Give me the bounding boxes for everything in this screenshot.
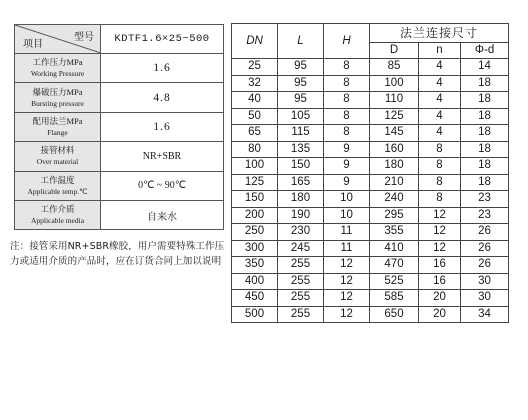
dims-table-container — [231, 23, 509, 323]
table-row — [232, 240, 509, 257]
spec-label-en: Applicable temp.℃ — [27, 186, 88, 196]
cell-l: 165 — [278, 174, 324, 191]
cell-n: 12 — [419, 207, 461, 224]
cell-dn: 200 — [232, 207, 278, 224]
cell-h: 12 — [324, 273, 370, 290]
cell-l: 255 — [278, 257, 324, 274]
cell-h: 9 — [324, 158, 370, 175]
cell-phi-d: 26 — [461, 257, 509, 274]
spec-row — [15, 200, 224, 229]
cell-l: 135 — [278, 141, 324, 158]
table-row — [232, 290, 509, 307]
spec-label-en: Bursting pressure — [31, 98, 84, 108]
cell-h: 8 — [324, 125, 370, 142]
spec-label-en: Flange — [47, 127, 68, 137]
cell-d: 180 — [370, 158, 419, 175]
spec-row — [15, 54, 224, 83]
cell-dn: 40 — [232, 92, 278, 109]
cell-n: 8 — [419, 158, 461, 175]
cell-dn: 500 — [232, 306, 278, 323]
cell-h: 8 — [324, 75, 370, 92]
cell-h: 10 — [324, 207, 370, 224]
cell-d: 410 — [370, 240, 419, 257]
cell-dn: 250 — [232, 224, 278, 241]
spec-row — [15, 83, 224, 112]
cell-h: 11 — [324, 240, 370, 257]
header-l: L — [278, 24, 324, 59]
cell-dn: 65 — [232, 125, 278, 142]
cell-dn: 25 — [232, 59, 278, 76]
spec-label-en: Working Pressure — [30, 69, 85, 79]
cell-h: 12 — [324, 306, 370, 323]
cell-h: 10 — [324, 191, 370, 208]
spec-row — [15, 112, 224, 141]
header-n: n — [419, 43, 461, 59]
cell-dn: 150 — [232, 191, 278, 208]
cell-l: 115 — [278, 125, 324, 142]
cell-dn: 450 — [232, 290, 278, 307]
spec-value: 1.6 — [101, 112, 224, 141]
cell-dn: 125 — [232, 174, 278, 191]
cell-phi-d: 18 — [461, 75, 509, 92]
cell-phi-d: 18 — [461, 141, 509, 158]
spec-row — [15, 142, 224, 171]
model-value: KDTF1.6×25~500 — [101, 25, 224, 54]
table-row — [232, 108, 509, 125]
cell-l: 150 — [278, 158, 324, 175]
table-row — [232, 273, 509, 290]
spec-label-en: Applicable media — [30, 216, 85, 226]
cell-n: 8 — [419, 174, 461, 191]
cell-d: 585 — [370, 290, 419, 307]
spec-value: 自来水 — [101, 200, 224, 229]
header-phi-d: Φ-d — [461, 43, 509, 59]
cell-n: 20 — [419, 290, 461, 307]
cell-dn: 300 — [232, 240, 278, 257]
cell-d: 85 — [370, 59, 419, 76]
cell-n: 12 — [419, 240, 461, 257]
spec-label-cell — [15, 171, 101, 200]
cell-l: 230 — [278, 224, 324, 241]
table-row — [232, 75, 509, 92]
cell-l: 255 — [278, 290, 324, 307]
table-row — [232, 174, 509, 191]
spec-value: 1.6 — [101, 54, 224, 83]
cell-d: 295 — [370, 207, 419, 224]
spec-value: 0℃ ~ 90℃ — [101, 171, 224, 200]
cell-d: 210 — [370, 174, 419, 191]
cell-l: 245 — [278, 240, 324, 257]
cell-phi-d: 23 — [461, 191, 509, 208]
model-label: 型号 — [74, 32, 94, 43]
cell-l: 95 — [278, 92, 324, 109]
cell-l: 255 — [278, 273, 324, 290]
cell-l: 95 — [278, 59, 324, 76]
cell-d: 100 — [370, 75, 419, 92]
cell-h: 8 — [324, 108, 370, 125]
cell-phi-d: 14 — [461, 59, 509, 76]
table-row — [232, 257, 509, 274]
cell-n: 4 — [419, 75, 461, 92]
cell-l: 255 — [278, 306, 324, 323]
spec-value: NR+SBR — [101, 142, 224, 171]
spec-label-cn: 工作压力MPa — [32, 57, 83, 68]
cell-d: 470 — [370, 257, 419, 274]
cell-n: 12 — [419, 224, 461, 241]
spec-diagonal-header-cell — [15, 25, 101, 54]
cell-n: 16 — [419, 273, 461, 290]
header-dn: DN — [232, 24, 278, 59]
spec-label-cn: 工作温度 — [40, 174, 75, 185]
header-flange-group: 法兰连接尺寸 — [370, 24, 509, 43]
spec-table-container — [14, 24, 223, 230]
table-row — [232, 59, 509, 76]
spec-label-cn: 配用法兰MPa — [32, 115, 83, 126]
cell-l: 190 — [278, 207, 324, 224]
spec-label-cell — [15, 83, 101, 112]
cell-dn: 100 — [232, 158, 278, 175]
cell-d: 650 — [370, 306, 419, 323]
table-row — [232, 125, 509, 142]
cell-n: 16 — [419, 257, 461, 274]
dims-header-row — [232, 24, 509, 43]
cell-dn: 400 — [232, 273, 278, 290]
table-row — [232, 158, 509, 175]
cell-n: 4 — [419, 59, 461, 76]
cell-n: 4 — [419, 125, 461, 142]
spec-label-cell — [15, 112, 101, 141]
cell-h: 12 — [324, 257, 370, 274]
cell-phi-d: 18 — [461, 158, 509, 175]
spec-label-cell — [15, 142, 101, 171]
cell-l: 105 — [278, 108, 324, 125]
cell-phi-d: 26 — [461, 240, 509, 257]
cell-n: 8 — [419, 191, 461, 208]
table-row — [232, 141, 509, 158]
cell-h: 9 — [324, 174, 370, 191]
cell-d: 525 — [370, 273, 419, 290]
cell-phi-d: 18 — [461, 92, 509, 109]
cell-h: 11 — [324, 224, 370, 241]
table-row — [232, 191, 509, 208]
cell-h: 8 — [324, 59, 370, 76]
cell-d: 160 — [370, 141, 419, 158]
cell-l: 180 — [278, 191, 324, 208]
cell-dn: 50 — [232, 108, 278, 125]
cell-n: 20 — [419, 306, 461, 323]
spec-label-cn: 工作介质 — [40, 204, 75, 215]
cell-phi-d: 18 — [461, 108, 509, 125]
cell-phi-d: 34 — [461, 306, 509, 323]
cell-l: 95 — [278, 75, 324, 92]
cell-dn: 350 — [232, 257, 278, 274]
spec-header-row — [15, 25, 224, 54]
cell-d: 145 — [370, 125, 419, 142]
header-h: H — [324, 24, 370, 59]
cell-phi-d: 30 — [461, 273, 509, 290]
cell-h: 9 — [324, 141, 370, 158]
cell-phi-d: 30 — [461, 290, 509, 307]
cell-d: 355 — [370, 224, 419, 241]
spec-label-cn: 爆破压力MPa — [32, 86, 83, 97]
cell-d: 240 — [370, 191, 419, 208]
spec-row — [15, 171, 224, 200]
cell-phi-d: 18 — [461, 174, 509, 191]
spec-label-cn: 接管材料 — [40, 145, 75, 156]
spec-table — [14, 24, 224, 230]
cell-n: 4 — [419, 108, 461, 125]
spec-label-cell — [15, 200, 101, 229]
spec-value: 4.8 — [101, 83, 224, 112]
spec-label-cell — [15, 54, 101, 83]
cell-n: 8 — [419, 141, 461, 158]
cell-h: 12 — [324, 290, 370, 307]
cell-phi-d: 23 — [461, 207, 509, 224]
spec-label-en: Over material — [36, 157, 79, 167]
header-d: D — [370, 43, 419, 59]
table-row — [232, 92, 509, 109]
cell-d: 125 — [370, 108, 419, 125]
cell-phi-d: 18 — [461, 125, 509, 142]
footnote: 注：接管采用NR+SBR橡胶，用户需要特殊工作压力或适用介质的产品时，应在订货合同上加以说明 — [10, 241, 225, 267]
table-row — [232, 224, 509, 241]
cell-dn: 32 — [232, 75, 278, 92]
table-row — [232, 207, 509, 224]
cell-d: 110 — [370, 92, 419, 109]
table-row — [232, 306, 509, 323]
dims-table — [231, 23, 509, 323]
cell-n: 4 — [419, 92, 461, 109]
cell-dn: 80 — [232, 141, 278, 158]
cell-h: 8 — [324, 92, 370, 109]
item-label: 项目 — [23, 39, 43, 50]
cell-phi-d: 26 — [461, 224, 509, 241]
